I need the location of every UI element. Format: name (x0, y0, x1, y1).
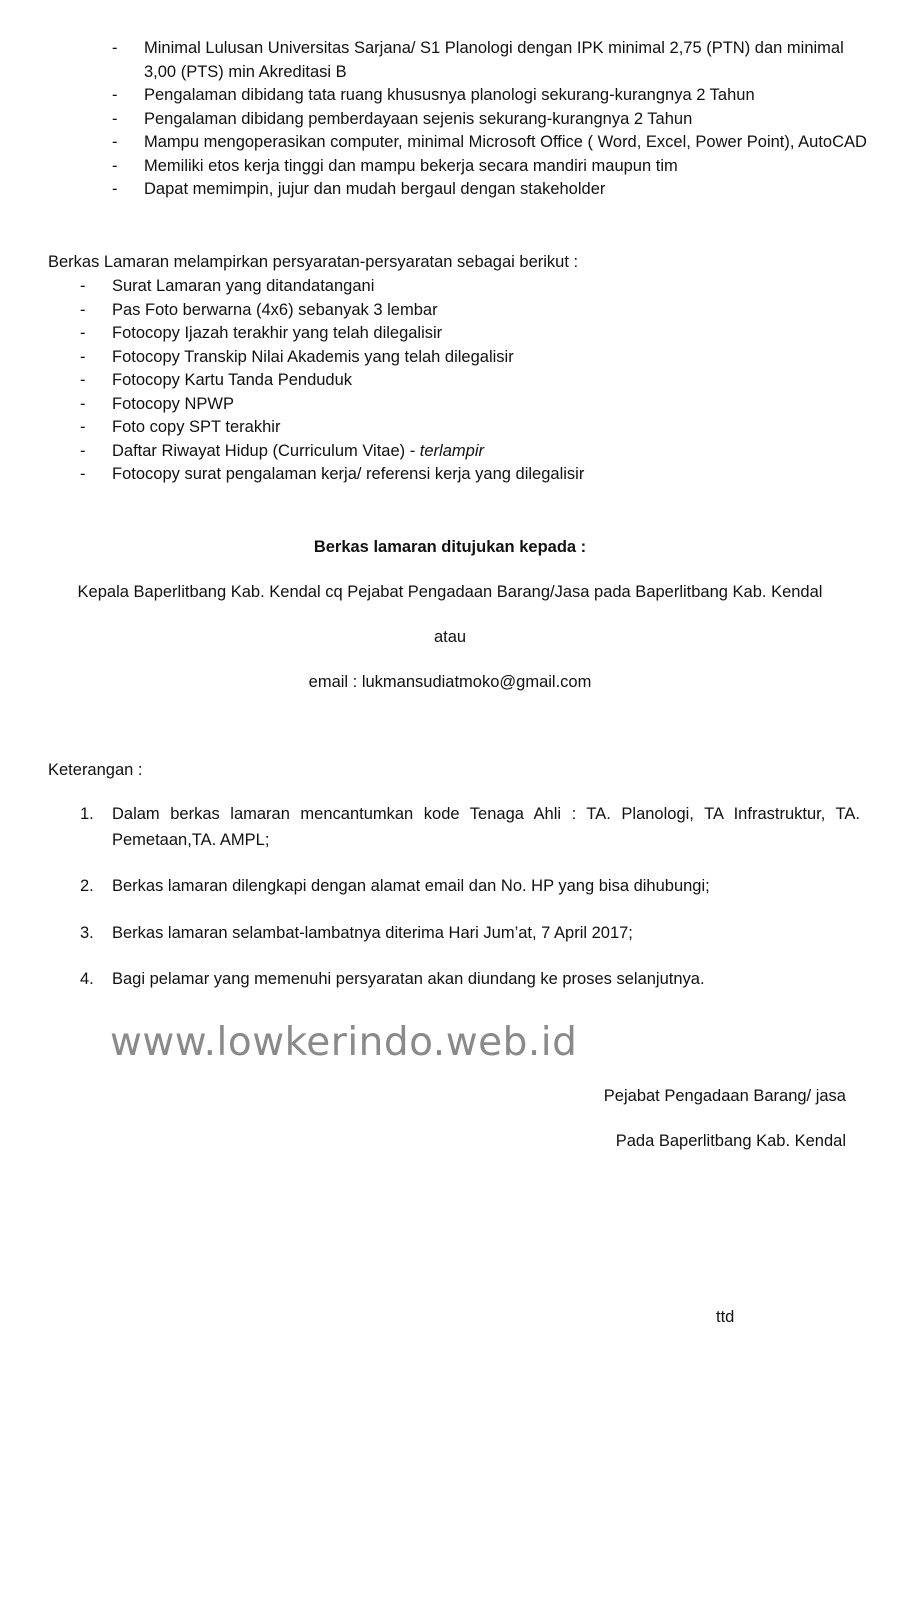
list-item (80, 967, 860, 993)
list-item (80, 921, 860, 947)
requirement-text: Memiliki etos kerja tinggi dan mampu bekerja secara mandiri maupun tim (144, 156, 678, 175)
signature-title: Pejabat Pengadaan Barang/ jasa (603, 1087, 846, 1105)
bullet-dash: - (112, 133, 118, 151)
bullet-dash: - (80, 418, 86, 436)
list-item (80, 299, 840, 323)
bullet-dash: - (80, 465, 86, 483)
berkas-item-text: Fotocopy NPWP (112, 394, 234, 413)
note-text: Berkas lamaran selambat-lambatnya diterima Hari Jum’at, 7 April 2017; (112, 923, 633, 942)
berkas-item-text: Fotocopy Kartu Tanda Penduduk (112, 371, 353, 389)
list-item (80, 416, 840, 440)
list-item (80, 874, 860, 900)
requirement-text: Mampu mengoperasikan computer, minimal Microsoft Office ( Word, Excel, Power Point), AutoCAD (144, 133, 867, 151)
note-text: Berkas lamaran dilengkapi dengan alamat email dan No. HP yang bisa dihubungi; (112, 877, 710, 895)
list-item (112, 155, 872, 179)
list-item (112, 131, 872, 155)
note-text: Bagi pelamar yang memenuhi persyaratan akan diundang ke proses selanjutnya. (112, 970, 705, 988)
watermark: www.lowkerindo.web.id (110, 1020, 578, 1065)
signature-ttd: ttd (716, 1308, 735, 1326)
address-recipient: Kepala Baperlitbang Kab. Kendal cq Pejabat Pengadaan Barang/Jasa pada Baperlitbang Kab. Kendal (77, 583, 823, 601)
note-text: Dalam berkas lamaran mencantumkan kode Tenaga Ahli : TA. Planologi, TA Infrastruktur, TA. Pemetaan,TA. AMPL; (112, 805, 860, 849)
berkas-item-text: Fotocopy surat pengalaman kerja/ referensi kerja yang dilegalisir (112, 465, 585, 483)
list-item (80, 275, 840, 299)
list-item (80, 346, 840, 370)
berkas-intro: Berkas Lamaran melampirkan persyaratan-persyaratan sebagai berikut : (48, 253, 579, 271)
bullet-dash: - (80, 371, 86, 389)
list-item (112, 84, 872, 108)
list-item (80, 369, 840, 393)
berkas-item-text: Fotocopy Transkip Nilai Akademis yang telah dilegalisir (112, 347, 514, 366)
list-item (80, 802, 860, 853)
bullet-dash: - (112, 109, 118, 128)
bullet-dash: - (80, 324, 86, 342)
bullet-dash: - (112, 86, 118, 104)
requirement-text: Minimal Lulusan Universitas Sarjana/ S1 Planologi dengan IPK minimal 2,75 (PTN) dan minimal 3,00 (PTS) min Akreditasi B (144, 39, 844, 81)
note-number: 1. (80, 805, 94, 823)
note-number: 3. (80, 923, 94, 942)
berkas-list (80, 275, 840, 487)
requirement-text: Pengalaman dibidang pemberdayaan sejenis sekurang-kurangnya 2 Tahun (144, 109, 693, 128)
list-item (112, 178, 872, 202)
requirements-list (112, 37, 872, 202)
bullet-dash: - (80, 441, 86, 460)
cv-note: terlampir (419, 441, 484, 460)
berkas-item-text: Fotocopy Ijazah terakhir yang telah dilegalisir (112, 324, 443, 342)
bullet-dash: - (80, 347, 86, 366)
address-or: atau (433, 628, 467, 646)
list-item (80, 463, 840, 487)
bullet-dash: - (112, 156, 118, 175)
requirement-text: Pengalaman dibidang tata ruang khususnya planologi sekurang-kurangnya 2 Tahun (144, 86, 755, 104)
berkas-item-text: Pas Foto berwarna (4x6) sebanyak 3 lembar (112, 300, 438, 319)
list-item (112, 108, 872, 132)
bullet-dash: - (112, 180, 118, 198)
bullet-dash: - (80, 277, 86, 295)
notes-heading: Keterangan : (48, 761, 143, 779)
bullet-dash: - (80, 394, 86, 413)
list-item (112, 37, 872, 84)
berkas-item-text: Foto copy SPT terakhir (112, 418, 281, 436)
bullet-dash: - (112, 39, 118, 57)
berkas-item-text: Surat Lamaran yang ditandatangani (112, 277, 375, 295)
requirement-text: Dapat memimpin, jujur dan mudah bergaul dengan stakeholder (144, 180, 606, 198)
bullet-dash: - (80, 300, 86, 319)
signature-org: Pada Baperlitbang Kab. Kendal (615, 1132, 846, 1150)
list-item (80, 322, 840, 346)
address-email: email : lukmansudiatmoko@gmail.com (308, 673, 592, 691)
berkas-item-text: Daftar Riwayat Hidup (Curriculum Vitae) - (112, 441, 420, 460)
list-item (80, 440, 840, 464)
note-number: 4. (80, 970, 94, 988)
notes-list (80, 802, 860, 1014)
note-number: 2. (80, 877, 94, 895)
list-item (80, 393, 840, 417)
address-heading: Berkas lamaran ditujukan kepada : (313, 538, 587, 556)
